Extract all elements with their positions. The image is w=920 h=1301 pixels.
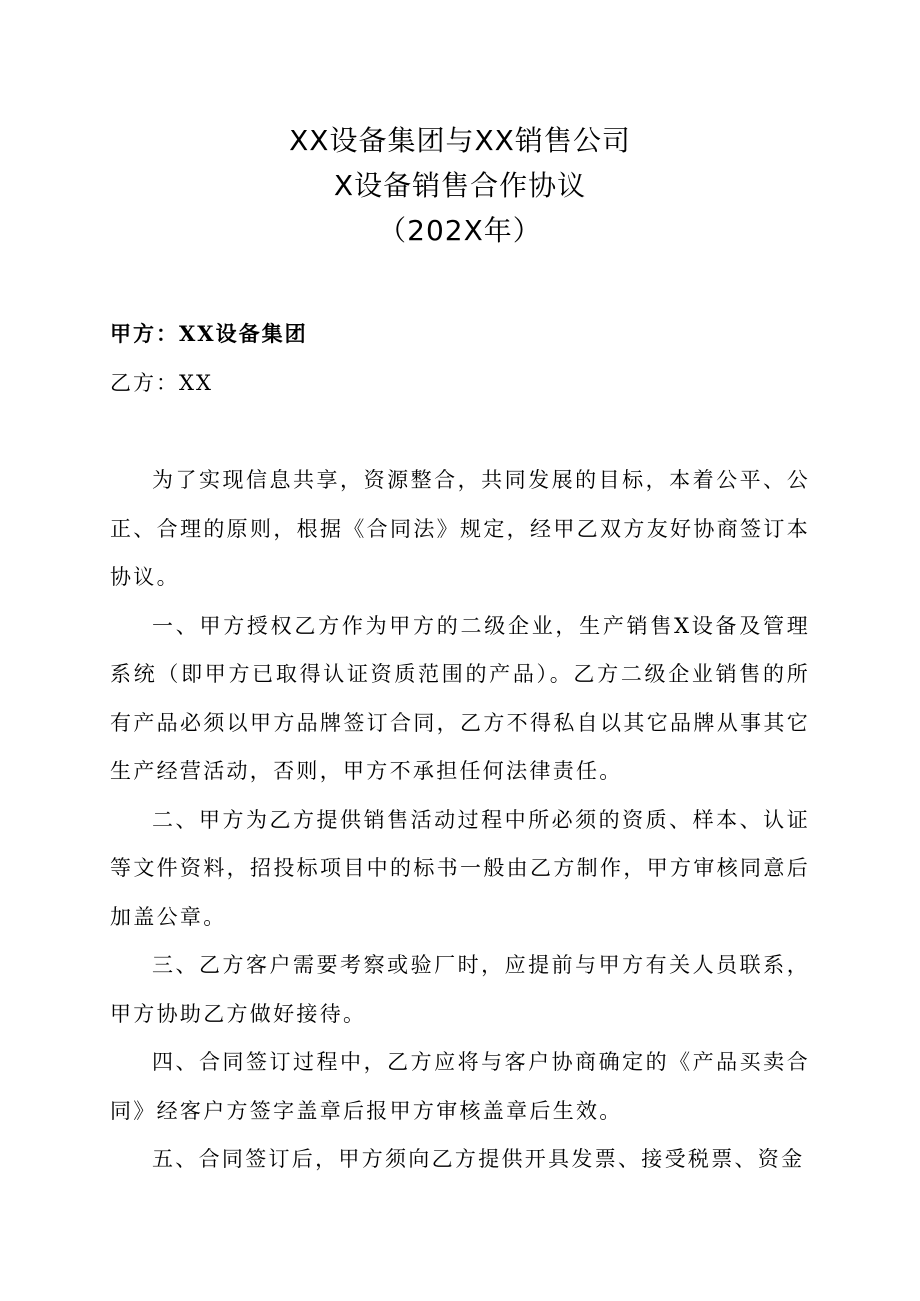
clause-4: 四、合同签订过程中，乙方应将与客户协商确定的《产品买卖合同》经客户方签字盖章后报甲方审核盖章后生效。 — [110, 1050, 810, 1123]
clause-3: 三、乙方客户需要考察或验厂时，应提前与甲方有关人员联系，甲方协助乙方做好接待。 — [110, 953, 810, 1026]
clause-2: 二、甲方为乙方提供销售活动过程中所必须的资质、样本、认证等文件资料，招投标项目中的标书一般由乙方制作，甲方审核同意后加盖公章。 — [110, 807, 810, 929]
party-b: 乙方：XX — [110, 371, 213, 395]
paragraph-intro: 为了实现信息共享，资源整合，共同发展的目标，本着公平、公正、合理的原则，根据《合同法》规定，经甲乙双方友好协商签订本协议。 — [110, 468, 810, 589]
clause-1: 一、甲方授权乙方作为甲方的二级企业，生产销售X设备及管理系统（即甲方已取得认证资质范围的产品）。乙方二级企业销售的所有产品必须以甲方品牌签订合同，乙方不得私自以其它品牌从事其它生产经营活动，否则，甲方不承担任何法律责任。 — [110, 613, 810, 783]
clause-5: 五、合同签订后，甲方须向乙方提供开具发票、接受税票、资金 — [152, 1147, 805, 1171]
title-line-3: （202X年） — [378, 214, 542, 247]
document-title — [0, 118, 920, 253]
title-line-2: X设备销售合作协议 — [333, 169, 587, 202]
party-a: 甲方：XX设备集团 — [110, 321, 308, 346]
agreement-body — [110, 456, 810, 1184]
title-line-1: XX设备集团与XX销售公司 — [289, 124, 631, 157]
